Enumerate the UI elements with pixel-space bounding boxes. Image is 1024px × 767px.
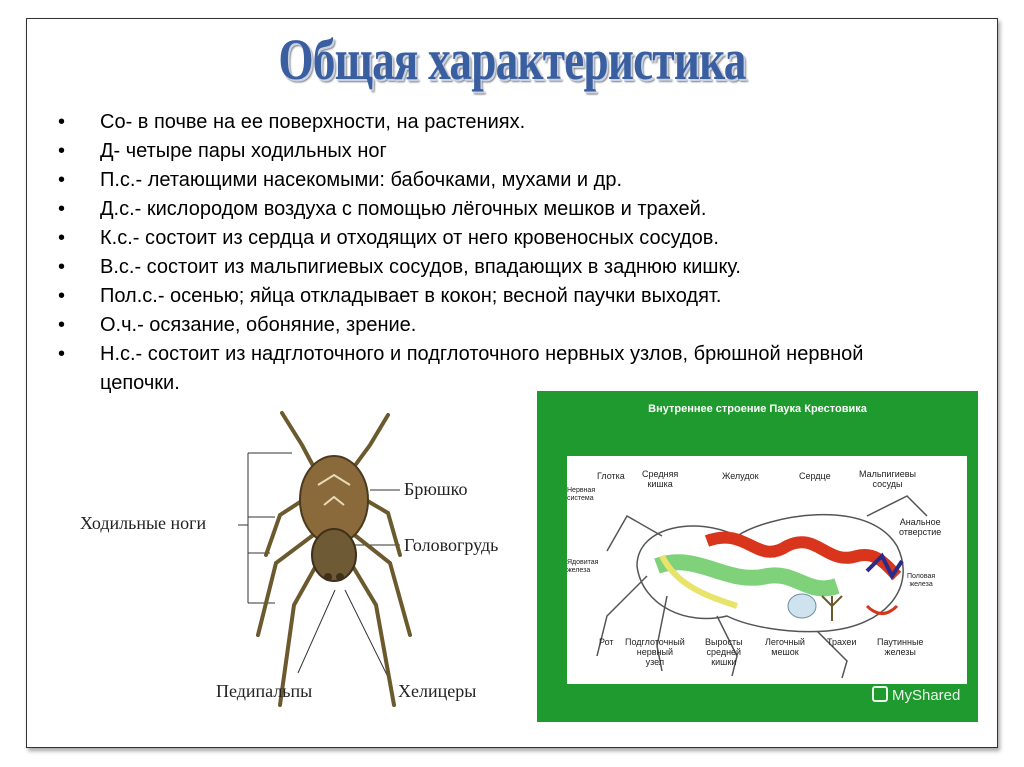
label-lung-sac: Легочный мешок [765, 637, 805, 657]
label-silk-glands: Паутинные железы [877, 637, 924, 657]
spider-external-figure [70, 405, 530, 735]
bullet-item: • П.с.- летающими насекомыми: бабочками, мухами и др. [58, 166, 918, 195]
myshared-logo-icon [872, 686, 888, 702]
label-subpharyngeal-ganglion: Подглоточный нервный узел [625, 637, 685, 667]
label-heart: Сердце [799, 471, 831, 481]
label-genital-gland: Половая железа [907, 573, 936, 588]
label-anal-opening: Анальное отверстие [899, 517, 942, 537]
bullet-item: • Н.с.- состоит из надглоточного и подглоточного нервных узлов, брюшной нервной цепочки. [58, 340, 918, 398]
bullet-item: • Д.с.- кислородом воздуха с помощью лёгочных мешков и трахей. [58, 195, 918, 224]
label-pharynx: Глотка [597, 471, 625, 481]
bullet-list [58, 108, 918, 398]
label-stomach: Желудок [722, 471, 759, 481]
bullet-item: • Со- в почве на ее поверхности, на растениях. [58, 108, 918, 137]
label-chelicerae: Хелицеры [398, 681, 477, 701]
label-malpighian: Мальпигиевы сосуды [859, 469, 917, 489]
slide-title: Общая характеристика [278, 27, 746, 92]
bullet-item: • Пол.с.- осенью; яйца откладывает в кокон; весной паучки выходят. [58, 282, 918, 311]
label-venom-gland: Ядовитая железа [567, 559, 599, 574]
bullet-item: • К.с.- состоит из сердца и отходящих от него кровеносных сосудов. [58, 224, 918, 253]
label-cephalothorax: Головогрудь [404, 535, 499, 555]
anatomy-title: Внутреннее строение Паука Крестовика [648, 403, 867, 415]
label-abdomen: Брюшко [404, 479, 468, 499]
internal-anatomy-panel [537, 391, 978, 722]
label-walking-legs: Ходильные ноги [80, 513, 207, 533]
watermark-text: MyShared [892, 687, 961, 704]
label-midgut-outgrowths: Выросты средней кишки [705, 637, 743, 667]
label-pedipalps: Педипальпы [216, 681, 313, 701]
label-trachea: Трахеи [827, 637, 857, 647]
myshared-watermark [872, 686, 960, 704]
label-mouth: Рот [599, 637, 614, 647]
label-midgut: Средняя кишка [642, 469, 679, 489]
bullet-item: • В.с.- состоит из мальпигиевых сосудов, впадающих в заднюю кишку. [58, 253, 918, 282]
bullet-item: • О.ч.- осязание, обоняние, зрение. [58, 311, 918, 340]
bullet-item: • Д- четыре пары ходильных ног [58, 137, 918, 166]
label-nervous-system: Нервная система [567, 487, 596, 502]
